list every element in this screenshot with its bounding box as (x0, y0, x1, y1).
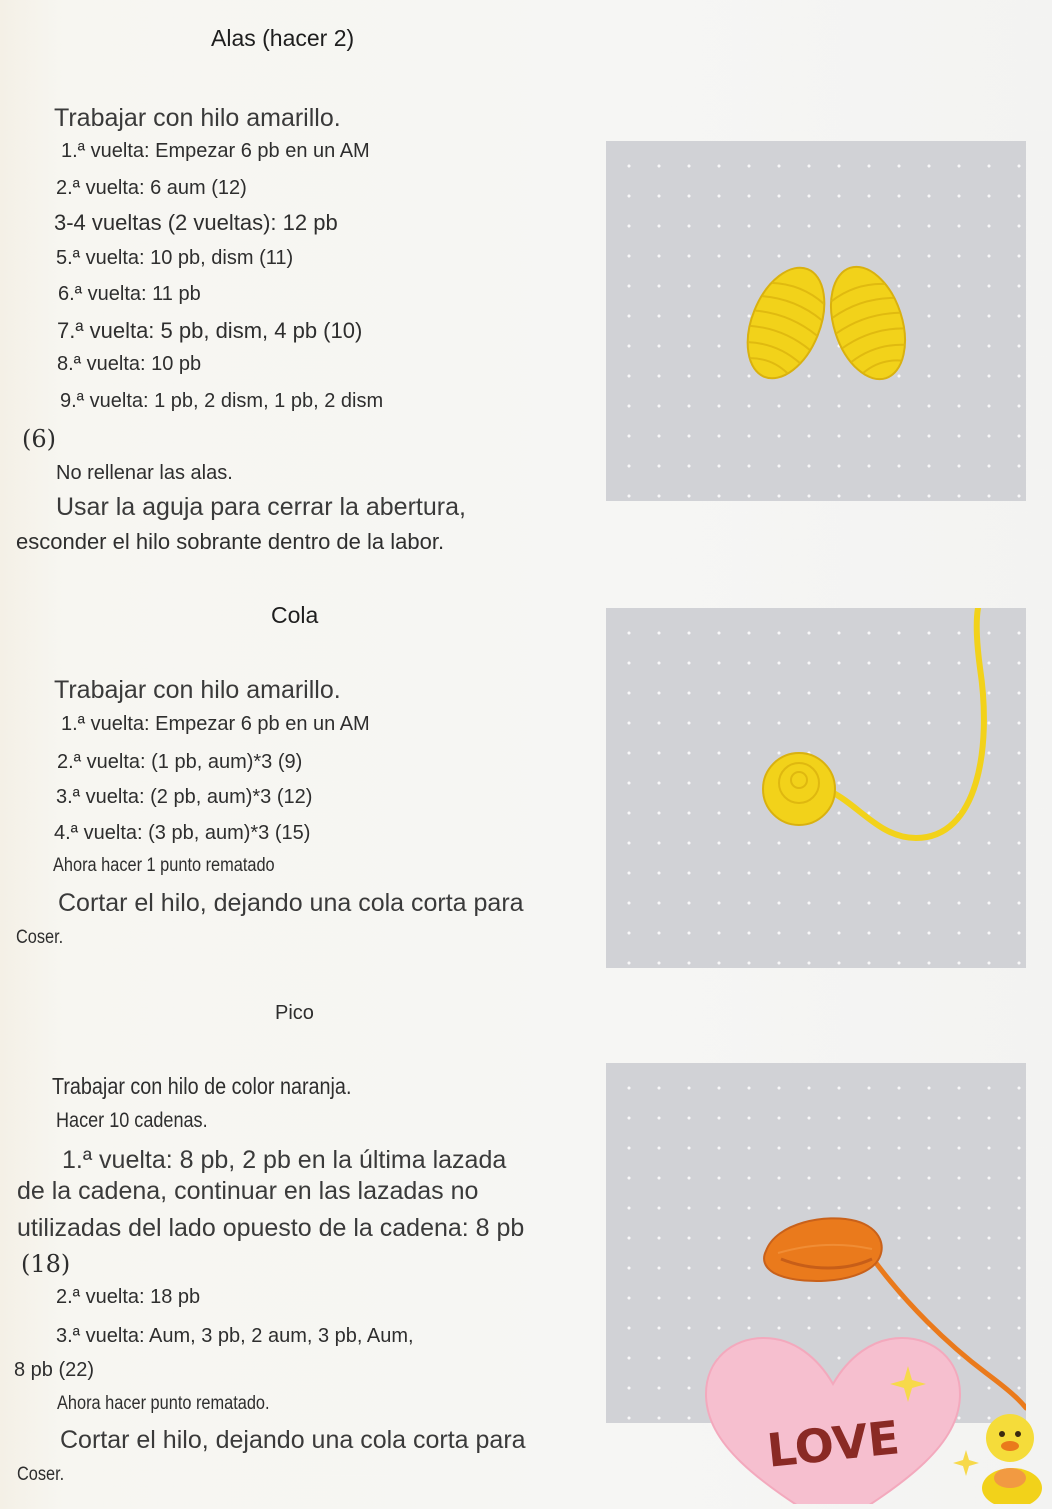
duckling-sticker (950, 1404, 1050, 1504)
alas-row-6: 7.ª vuelta: 5 pb, dism, 4 pb (10) (57, 318, 363, 343)
cola-row-1: 1.ª vuelta: Empezar 6 pb en un AM (61, 713, 370, 735)
pico-row3-a: 3.ª vuelta: Aum, 3 pb, 2 aum, 3 pb, Aum, (56, 1325, 414, 1347)
pico-row-2: 2.ª vuelta: 18 pb (56, 1286, 201, 1308)
section-title-cola: Cola (271, 602, 319, 628)
pico-cut-b: Coser. (17, 1464, 65, 1485)
pico-stitch-count: (18) (21, 1250, 71, 1278)
pico-chain: Hacer 10 cadenas. (56, 1109, 208, 1132)
pico-row1-c: utilizadas del lado opuesto de la cadena: 8 pb (17, 1214, 525, 1242)
right-wing (818, 257, 919, 388)
section-title-pico: Pico (275, 1002, 314, 1024)
cola-row-3: 3.ª vuelta: (2 pb, aum)*3 (12) (56, 786, 313, 808)
wings-photo (606, 141, 1026, 501)
tail-photo (606, 608, 1026, 968)
pico-intro: Trabajar con hilo de color naranja. (52, 1073, 352, 1099)
alas-row-5: 6.ª vuelta: 11 pb (58, 283, 201, 305)
cola-row-4: 4.ª vuelta: (3 pb, aum)*3 (15) (54, 822, 311, 844)
pico-row1-b: de la cadena, continuar en las lazadas no (17, 1177, 479, 1205)
alas-row-7: 8.ª vuelta: 10 pb (57, 353, 202, 375)
cola-cut-a: Cortar el hilo, dejando una cola corta para (58, 889, 524, 917)
cola-finish-note: Ahora hacer 1 punto rematado (53, 855, 275, 876)
alas-note-1: No rellenar las alas. (56, 462, 233, 484)
pico-finish-note: Ahora hacer punto rematado. (57, 1393, 270, 1414)
beak-piece (764, 1218, 882, 1281)
left-wing (733, 256, 840, 389)
alas-note-2b: esconder el hilo sobrante dentro de la labor. (16, 529, 445, 554)
cola-row-2: 2.ª vuelta: (1 pb, aum)*3 (9) (57, 751, 303, 773)
alas-intro: Trabajar con hilo amarillo. (54, 104, 341, 132)
alas-row-3: 3-4 vueltas (2 vueltas): 12 pb (54, 210, 338, 235)
sparkle-small-icon (953, 1450, 979, 1476)
pico-row1-a: 1.ª vuelta: 8 pb, 2 pb en la última lazada (62, 1146, 507, 1174)
pico-row3-b: 8 pb (22) (14, 1359, 95, 1381)
cola-cut-b: Coser. (16, 927, 64, 948)
alas-row-1: 1.ª vuelta: Empezar 6 pb en un AM (61, 140, 370, 162)
alas-row-2: 2.ª vuelta: 6 aum (12) (56, 177, 247, 199)
love-text: LOVE (764, 1410, 902, 1478)
alas-stitch-count: (6) (22, 425, 56, 453)
section-title-alas: Alas (hacer 2) (211, 25, 355, 51)
alas-note-2a: Usar la aguja para cerrar la abertura, (56, 493, 466, 521)
pico-cut-a: Cortar el hilo, dejando una cola corta para (60, 1426, 526, 1454)
alas-row-4: 5.ª vuelta: 10 pb, dism (11) (56, 247, 294, 269)
love-heart-sticker (698, 1332, 968, 1504)
alas-row-8: 9.ª vuelta: 1 pb, 2 dism, 1 pb, 2 dism (60, 390, 384, 412)
cola-intro: Trabajar con hilo amarillo. (54, 676, 341, 704)
